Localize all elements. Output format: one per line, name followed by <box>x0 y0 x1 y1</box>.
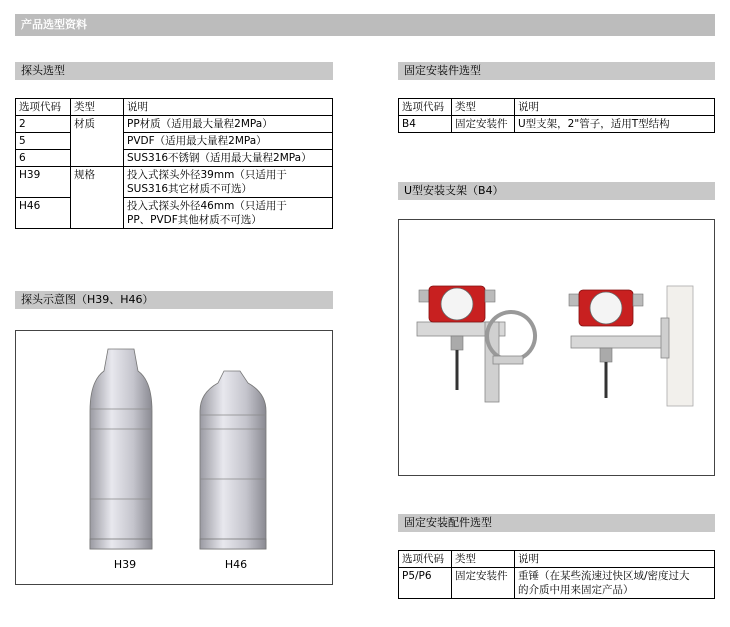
page-title-bar <box>15 14 715 36</box>
header-cell: 选项代码 <box>399 99 452 116</box>
desc-line: SUS316其它材质不可选） <box>127 183 253 195</box>
code-cell: B4 <box>399 116 452 133</box>
diagram-section-bar <box>15 291 333 309</box>
header-cell: 选项代码 <box>16 99 71 116</box>
desc-line: 投入式探头外径46mm（只适用于 <box>127 200 287 212</box>
table-row <box>399 568 715 599</box>
wall-bracket-assembly-image <box>569 286 693 406</box>
accessory-table <box>398 550 715 599</box>
code-cell: 6 <box>16 150 71 167</box>
probe-section-title: 探头选型 <box>21 64 65 77</box>
code-cell: P5/P6 <box>399 568 452 599</box>
table-row <box>16 150 333 167</box>
ubracket-assembly-image <box>417 286 535 402</box>
type-cell: 固定安装件 <box>452 568 515 599</box>
type-cell: 固定安装件 <box>452 116 515 133</box>
table-row <box>16 198 333 229</box>
ubracket-diagram <box>399 220 714 475</box>
probe-h46-label: H46 <box>224 558 248 571</box>
ubracket-section-title: U型安装支架（B4） <box>404 184 504 197</box>
desc-line: PP、PVDF其他材质不可选） <box>127 214 262 226</box>
desc-line: 投入式探头外径39mm（只适用于 <box>127 169 287 181</box>
table-row <box>16 167 333 198</box>
table-header-row <box>399 99 715 116</box>
header-cell: 类型 <box>71 99 124 116</box>
desc-line: 重锤（在某些流速过快区域/密度过大 <box>518 570 690 582</box>
table-row <box>16 116 333 133</box>
probe-h39-image <box>90 349 152 549</box>
probe-h46-image <box>200 371 266 549</box>
mount-section-bar <box>398 62 715 80</box>
desc-cell: PP材质（适用最大量程2MPa） <box>124 116 333 133</box>
header-cell: 类型 <box>452 551 515 568</box>
desc-cell: U型支架，2"管子，适用T型结构 <box>515 116 715 133</box>
accessory-section-bar <box>398 514 715 532</box>
desc-cell <box>515 568 715 599</box>
header-cell: 选项代码 <box>399 551 452 568</box>
header-cell: 说明 <box>124 99 333 116</box>
desc-cell: SUS316不锈钢（适用最大量程2MPa） <box>124 150 333 167</box>
desc-cell <box>124 198 333 229</box>
ubracket-frame <box>398 219 715 476</box>
header-cell: 说明 <box>515 551 715 568</box>
table-row <box>16 133 333 150</box>
accessory-section-title: 固定安装配件选型 <box>404 516 492 529</box>
type-cell: 规格 <box>71 167 124 229</box>
probe-h39-label: H39 <box>113 558 137 571</box>
mount-table <box>398 98 715 133</box>
table-header-row <box>399 551 715 568</box>
desc-line: 的介质中用来固定产品） <box>518 584 634 596</box>
probe-section-bar <box>15 62 333 80</box>
code-cell: 5 <box>16 133 71 150</box>
code-cell: H39 <box>16 167 71 198</box>
table-row <box>399 116 715 133</box>
type-cell: 材质 <box>71 116 124 167</box>
header-cell: 说明 <box>515 99 715 116</box>
table-header-row <box>16 99 333 116</box>
desc-cell <box>124 167 333 198</box>
page-title: 产品选型资料 <box>21 18 87 31</box>
probe-diagram-frame <box>15 330 333 585</box>
code-cell: 2 <box>16 116 71 133</box>
ubracket-section-bar <box>398 182 715 200</box>
header-cell: 类型 <box>452 99 515 116</box>
desc-cell: PVDF（适用最大量程2MPa） <box>124 133 333 150</box>
diagram-section-title: 探头示意图（H39、H46） <box>21 293 154 306</box>
mount-section-title: 固定安装件选型 <box>404 64 481 77</box>
code-cell: H46 <box>16 198 71 229</box>
probe-diagram <box>16 331 332 584</box>
probe-table <box>15 98 333 229</box>
